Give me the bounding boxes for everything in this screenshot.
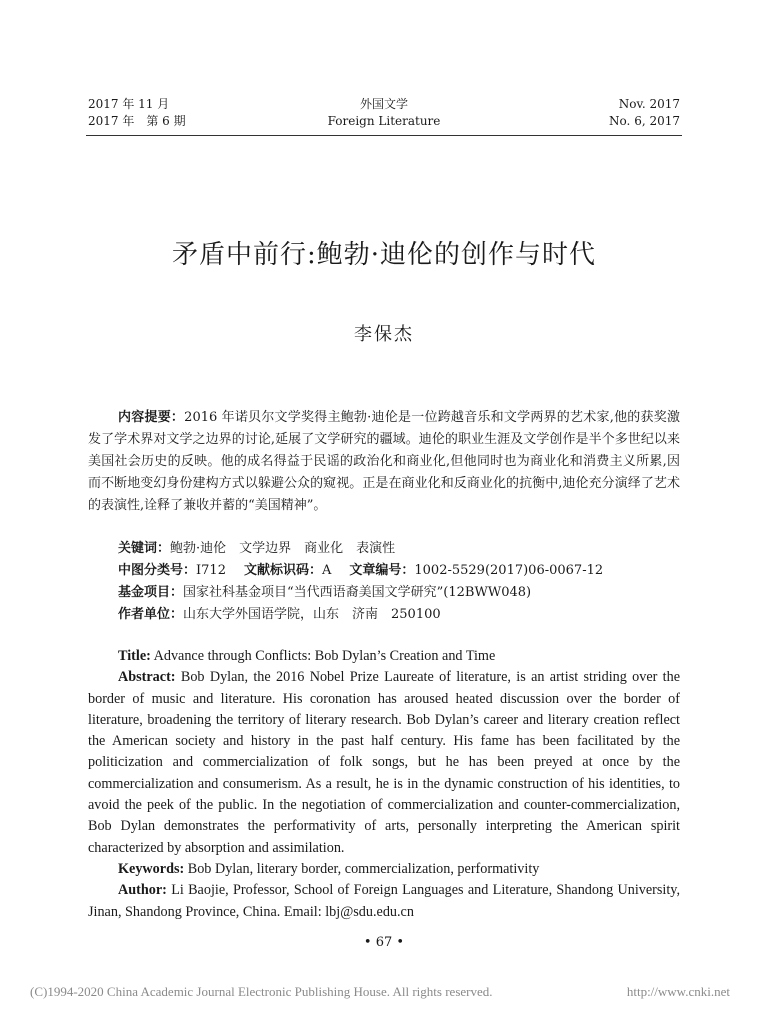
clc-value: I712 [196, 563, 226, 578]
keywords-cn-label: 关键词： [118, 541, 171, 556]
classification-line [118, 560, 603, 582]
abstract-cn [88, 407, 680, 517]
en-title-text: Advance through Conflicts: Bob Dylan’s Creation and Time [153, 648, 496, 664]
keywords-en-label: Keywords: [118, 860, 185, 877]
header-divider [86, 135, 682, 136]
affiliation-label: 作者单位： [118, 607, 184, 622]
fund-label: 基金项目： [118, 585, 184, 600]
en-title-line [88, 646, 680, 923]
author-en-text: Li Baojie, Professor, School of Foreign Languages and Literature, Shandong University, Jinan, Shandong Province, China. Email: lbj@sdu.edu.cn [88, 882, 681, 920]
keywords-en-text: Bob Dylan, literary border, commercialization, performativity [187, 860, 540, 877]
fund-line [118, 582, 531, 604]
doc-code-label: 文献标识码： [243, 563, 322, 578]
header-date-cn: 2017 年 11 月 [88, 97, 170, 111]
fund-text: 国家社科基金项目“当代西语裔美国文学研究”(12BWW048) [183, 585, 532, 600]
affiliation-text: 山东大学外国语学院，山东 济南 250100 [183, 607, 441, 622]
copyright-footer [30, 984, 730, 1000]
header-journal-issue [609, 96, 680, 130]
en-title-label: Title: [118, 648, 151, 664]
abstract-en-label: Abstract: [118, 669, 176, 686]
header-journal-en: Foreign Literature [327, 114, 441, 128]
abstract-cn-label: 内容提要： [118, 410, 185, 425]
abstract-en [88, 667, 680, 859]
page-number: • 67 • [363, 935, 405, 950]
header-journal-cn: 外国文学 [359, 97, 408, 111]
abstract-en-text: Bob Dylan, the 2016 Nobel Prize Laureate of literature, is an artist striding over the border of music and literature. His coronation has aroused heated discussion over the border of literature, broadening the territory of literary research. Bob Dylan’s career and literary creation reflect the American society and history in the past half century. His fame has been facilitated by the politicization and commercialization of folk songs, but he has been preyed at once by the commercialization and consumerism. As a result, he is in the dynamic construction of his identities, to avoid the peek of the public. In the negotiation of commercialization and counter-commercialization, Bob Dylan demonstrates the performativity of arts, personally interpreting the American spirit characterized by absorption and assimilation. [88, 669, 681, 856]
doc-code-value: A [321, 563, 332, 578]
keywords-cn-text: 鲍勃·迪伦 文学边界 商业化 表演性 [170, 541, 396, 556]
keywords-cn [118, 538, 395, 560]
clc-label: 中图分类号： [118, 563, 197, 578]
article-number-label: 文章编号： [349, 563, 415, 578]
abstract-cn-text: 2016 年诺贝尔文学奖得主鲍勃·迪伦是一位跨越音乐和文学两界的艺术家,他的获奖激发了学术界对文学之边界的讨论,延展了文学研究的疆域。迪伦的职业生涯及文学创作是半个多世纪以来美国社会历史的反映。他的成名得益于民谣的政治化和商业化,但他同时也为商业化和消费主义所累,因而不断地变幻身份建构方式以躲避公众的窥视。正是在商业化和反商业化的抗衡中,迪伦充分演绎了艺术的表演性,诠释了兼收并蓄的“美国精神”。 [88, 410, 680, 513]
author-en [88, 880, 680, 923]
copyright-text: (C)1994-2020 China Academic Journal Electronic Publishing House. All rights reserved. [30, 984, 493, 999]
article-author: 李保杰 [354, 324, 414, 345]
header-issue-en: No. 6, 2017 [609, 114, 680, 128]
header-issue-cn: 2017 年 第 6 期 [88, 114, 186, 128]
header-date-en: Nov. 2017 [618, 97, 680, 111]
article-title: 矛盾中前行:鲍勃·迪伦的创作与时代 [171, 240, 597, 270]
cnki-url: http://www.cnki.net [626, 984, 730, 999]
keywords-en [88, 859, 680, 880]
article-number-value: 1002-5529(2017)06-0067-12 [414, 563, 604, 578]
affiliation-line [118, 604, 441, 626]
author-en-label: Author: [118, 882, 167, 899]
